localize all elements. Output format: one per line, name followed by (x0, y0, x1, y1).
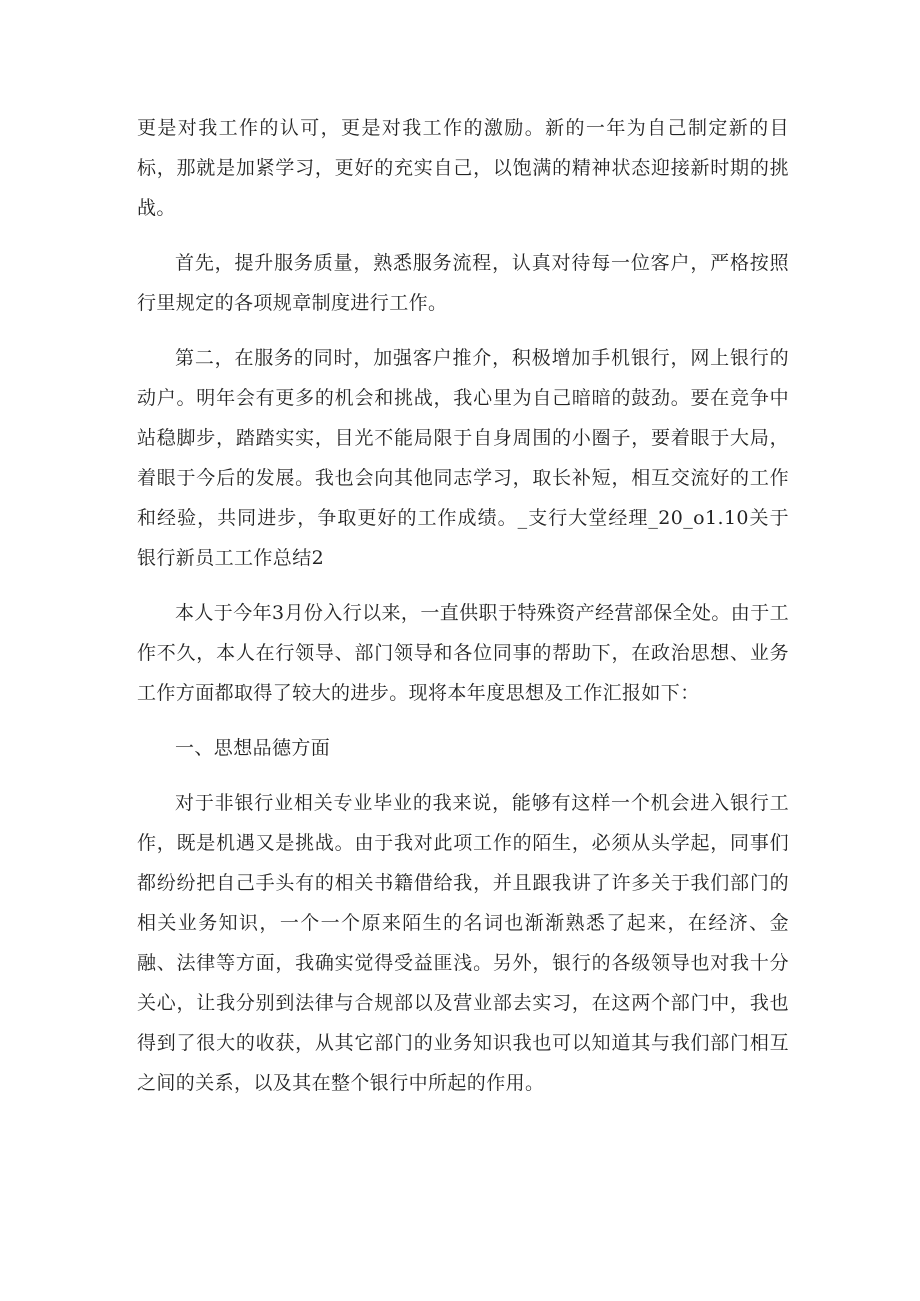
paragraph-first-point: 首先，提升服务质量，熟悉服务流程，认真对待每一位客户，严格按照行里规定的各项规章制度进行工作。 (137, 252, 789, 314)
paragraph-second-point: 第二，在服务的同时，加强客户推介，积极增加手机银行，网上银行的动户。明年会有更多的机会和挑战，我心里为自己暗暗的鼓劲。要在竞争中站稳脚步，踏踏实实，目光不能局限于自身周围的小圈子，要着眼于大局，着眼于今后的发展。我也会向其他同志学习，取长补短，相互交流好的工作和经验，共同进步，争取更好的工作成绩。_支行大堂经理_20_o1.10关于银行新员工工作总结2 (137, 347, 789, 569)
section-heading-ideology: 一、思想品德方面 (175, 737, 331, 759)
paragraph-continuation: 更是对我工作的认可，更是对我工作的激励。新的一年为自己制定新的目标，那就是加紧学习，更好的充实自己，以饱满的精神状态迎接新时期的挑战。 (137, 117, 789, 219)
document-body (137, 108, 789, 1118)
paragraph-introduction: 本人于今年3月份入行以来，一直供职于特殊资产经营部保全处。由于工作不久，本人在行领导、部门领导和各位同事的帮助下，在政治思想、业务工作方面都取得了较大的进步。现将本年度思想及工作汇报如下： (137, 602, 789, 704)
paragraph-ideology: 对于非银行业相关专业毕业的我来说，能够有这样一个机会进入银行工作，既是机遇又是挑战。由于我对此项工作的陌生，必须从头学起，同事们都纷纷把自己手头有的相关书籍借给我，并且跟我讲了许多关于我们部门的相关业务知识，一个一个原来陌生的名词也渐渐熟悉了起来，在经济、金融、法律等方面，我确实觉得受益匪浅。另外，银行的各级领导也对我十分关心，让我分别到法律与合规部以及营业部去实习，在这两个部门中，我也得到了很大的收获，从其它部门的业务知识我也可以知道其与我们部门相互之间的关系，以及其在整个银行中所起的作用。 (137, 792, 789, 1094)
